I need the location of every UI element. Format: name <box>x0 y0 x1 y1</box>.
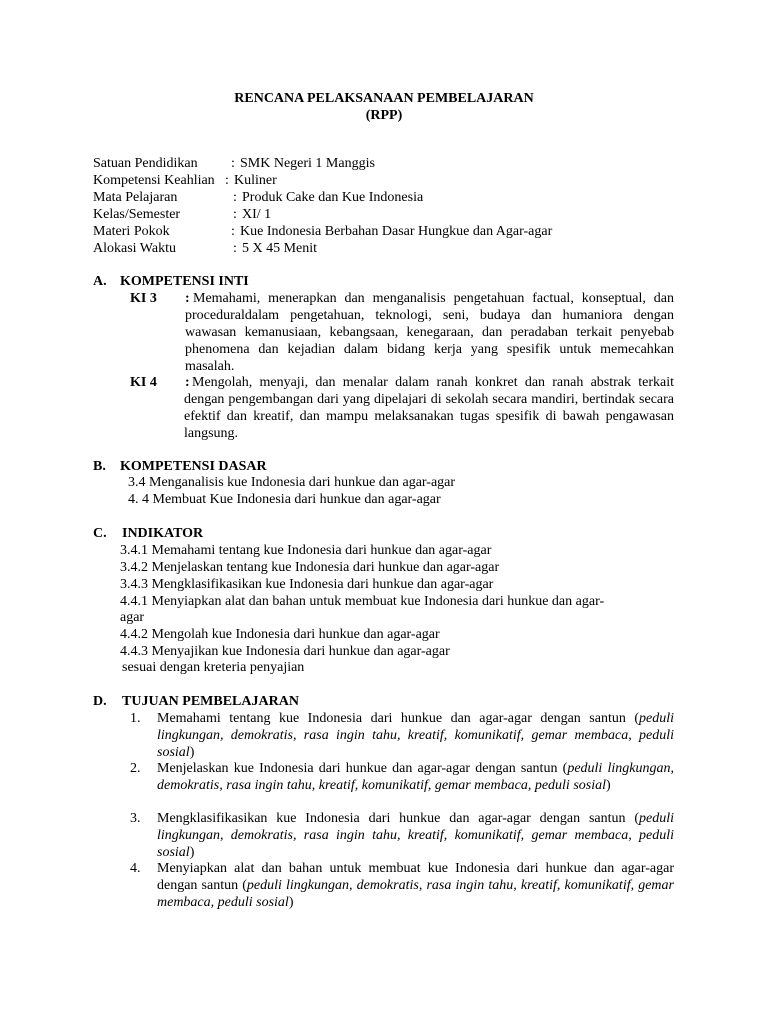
identity-value: 5 X 45 Menit <box>242 241 318 256</box>
objective-item <box>157 810 674 861</box>
objective-text: Mengklasifikasikan kue Indonesia dari hunkue dan agar-agar dengan santun ( <box>157 811 639 826</box>
objective-close: ) <box>288 895 294 910</box>
kd-item: 3.4 Menganalisis kue Indonesia dari hunkue dan agar-agar <box>128 475 456 490</box>
identity-value: Kue Indonesia Berbahan Dasar Hungkue dan Agar-agar <box>240 224 553 239</box>
section-c-letter: C. <box>93 526 107 541</box>
indicator-item: 4.4.1 Menyiapkan alat dan bahan untuk membuat kue Indonesia dari hunkue dan agar- <box>120 594 605 609</box>
objective-close: ) <box>606 778 611 793</box>
objective-item <box>157 710 674 761</box>
identity-label: Kelas/Semester <box>93 207 181 222</box>
section-d-letter: D. <box>93 694 107 709</box>
section-c-heading: INDIKATOR <box>122 526 204 541</box>
identity-sep: : <box>231 156 235 171</box>
ki4-colon: : <box>185 375 190 390</box>
identity-value: Kuliner <box>234 173 277 188</box>
section-b-heading: KOMPETENSI DASAR <box>120 459 267 474</box>
indicator-item: 4.4.3 Menyajikan kue Indonesia dari hunkue dan agar-agar <box>120 644 450 659</box>
objective-values: peduli lingkungan, demokratis, rasa ingin tahu, kreatif, komunikatif, gemar membaca, peduli sosial <box>157 811 674 860</box>
objective-values: peduli lingkungan, demokratis, rasa ingin tahu, kreatif, komunikatif, gemar membaca, peduli sosial <box>157 761 674 793</box>
identity-value: SMK Negeri 1 Manggis <box>240 156 375 171</box>
section-a-letter: A. <box>93 274 107 289</box>
objective-values: peduli lingkungan, demokratis, rasa ingin tahu, kreatif, komunikatif, gemar membaca, peduli sosial <box>157 878 674 910</box>
indicator-item: 3.4.3 Mengklasifikasikan kue Indonesia dari hunkue dan agar-agar <box>120 577 494 592</box>
objective-number: 3. <box>130 811 141 826</box>
identity-label: Alokasi Waktu <box>93 241 176 256</box>
objective-number: 4. <box>130 861 141 876</box>
indicator-item: 3.4.2 Menjelaskan tentang kue Indonesia dari hunkue dan agar-agar <box>120 560 500 575</box>
objective-close: ) <box>189 745 195 760</box>
kd-item: 4. 4 Membuat Kue Indonesia dari hunkue dan agar-agar <box>128 492 441 507</box>
objective-values: peduli lingkungan, demokratis, rasa ingin tahu, kreatif, komunikatif, gemar membaca, peduli sosial <box>157 711 674 760</box>
indicator-item: sesuai dengan kreteria penyajian <box>122 660 305 675</box>
identity-sep: : <box>233 190 237 205</box>
identity-sep: : <box>231 224 235 239</box>
identity-sep: : <box>225 173 229 188</box>
indicator-item: 4.4.2 Mengolah kue Indonesia dari hunkue dan agar-agar <box>120 627 440 642</box>
objective-text: Menyiapkan alat dan bahan untuk membuat kue Indonesia dari hunkue dan agar-agar dengan santun ( <box>157 861 674 893</box>
ki4-text: Mengolah, menyaji, dan menalar dalam ranah konkret dan ranah abstrak terkait dengan pengembangan dari yang dipelajari di sekolah secara mandiri, bertindak secara efektif dan kreatif, dan mampu melaksanakan tugas spesifik di bawah pengawasan langsung. <box>184 375 674 441</box>
ki4-label: KI 4 <box>130 375 157 390</box>
identity-label: Materi Pokok <box>93 224 170 239</box>
indicator-item: 3.4.1 Memahami tentang kue Indonesia dari hunkue dan agar-agar <box>120 543 492 558</box>
objective-item <box>157 860 674 911</box>
document-subtitle: (RPP) <box>365 108 403 123</box>
section-a-heading: KOMPETENSI INTI <box>120 274 249 289</box>
ki3-text: Memahami, menerapkan dan menganalisis pengetahuan factual, konseptual, dan proceduraldalam pengetahuan, teknologi, seni, budaya dan humaniora dengan wawasan kemanusiaan, kebangsaan, kenegaraan, dan peradaban terkait penyebab phenomena dan kejadian dalam bidang kerja yang spesifik untuk memecahkan masalah. <box>185 291 674 374</box>
objective-close: ) <box>189 845 195 860</box>
identity-sep: : <box>233 241 237 256</box>
section-b-letter: B. <box>93 459 106 474</box>
objective-text: Menjelaskan kue Indonesia dari hunkue dan agar-agar dengan santun ( <box>157 761 568 776</box>
ki3-label: KI 3 <box>130 291 157 306</box>
ki3-colon: : <box>185 291 190 306</box>
section-d-heading: TUJUAN PEMBELAJARAN <box>122 694 299 709</box>
identity-value: Produk Cake dan Kue Indonesia <box>242 190 424 205</box>
objective-number: 2. <box>130 761 141 776</box>
identity-value: XI/ 1 <box>242 207 272 222</box>
identity-label: Kompetensi Keahlian <box>93 173 215 188</box>
identity-label: Satuan Pendidikan <box>93 156 198 171</box>
objective-item <box>157 760 674 794</box>
objective-text: Memahami tentang kue Indonesia dari hunkue dan agar-agar dengan santun ( <box>157 711 639 726</box>
document-title: RENCANA PELAKSANAAN PEMBELAJARAN <box>234 91 534 106</box>
indicator-item: agar <box>120 610 145 625</box>
objective-number: 1. <box>130 711 141 726</box>
identity-label: Mata Pelajaran <box>93 190 178 205</box>
identity-sep: : <box>233 207 237 222</box>
